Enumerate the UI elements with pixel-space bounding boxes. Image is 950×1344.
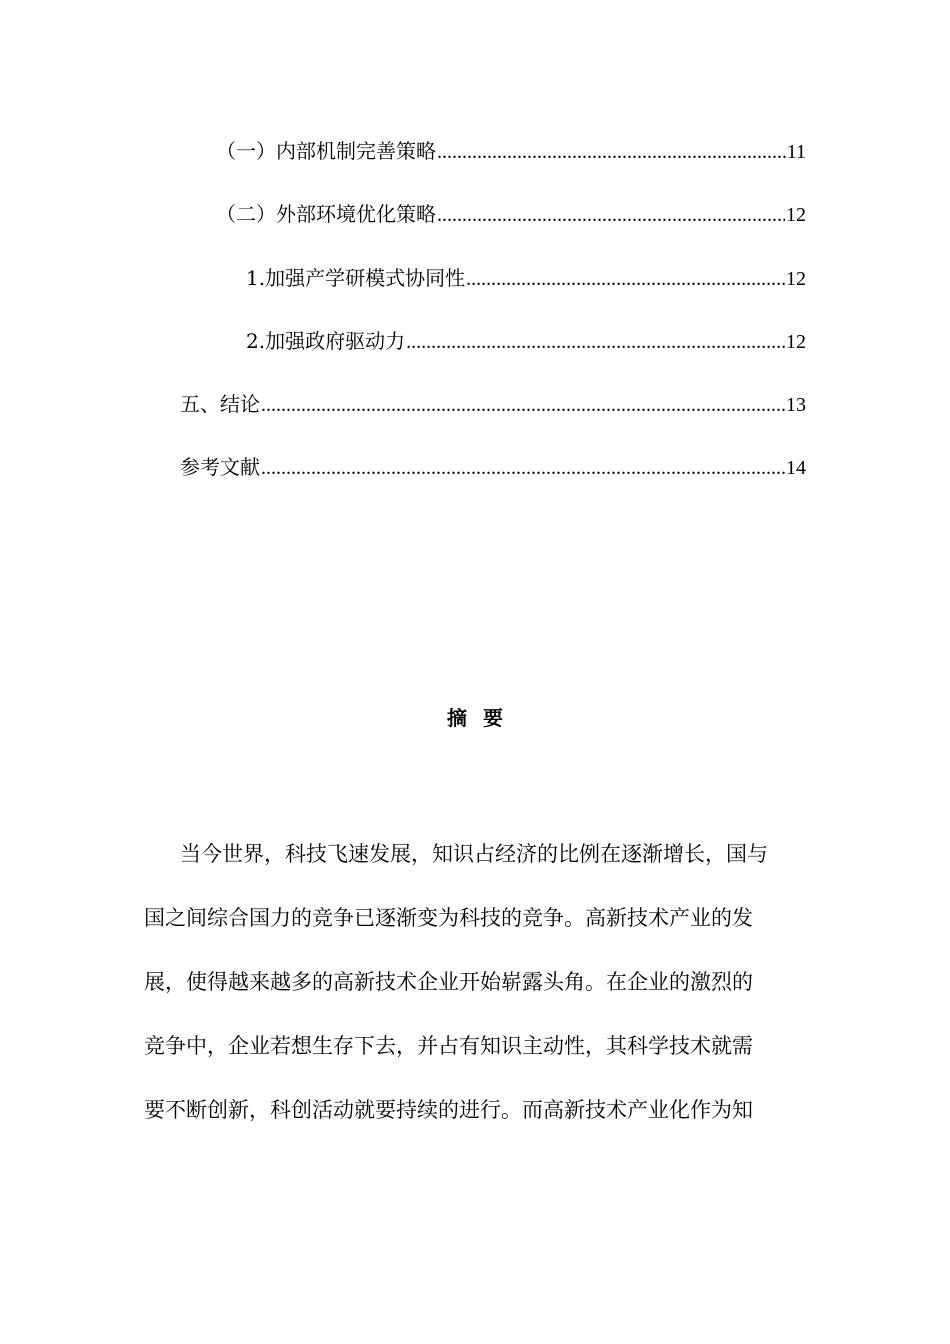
abstract-line: 国之间综合国力的竞争已逐渐变为科技的竞争。高新技术产业的发	[144, 906, 753, 930]
toc-leader-dots	[406, 330, 785, 354]
abstract-line: 当今世界，科技飞速发展，知识占经济的比例在逐渐增长，国与	[180, 842, 768, 866]
abstract-line: 展，使得越来越多的高新技术企业开始崭露头角。在企业的激烈的	[144, 970, 753, 994]
toc-entry-page: 12	[786, 268, 806, 290]
abstract-body	[144, 822, 806, 1142]
toc-leader-dots	[261, 456, 785, 480]
toc-leader-dots	[261, 393, 785, 417]
toc-entry-title: （二）外部环境优化策略	[216, 202, 436, 226]
abstract-heading: 摘要	[447, 706, 519, 730]
toc-leader-dots	[437, 203, 785, 227]
toc-entry-conclusion[interactable]	[180, 392, 806, 417]
toc-entry-page: 13	[786, 394, 806, 416]
toc-entry-title: 参考文献	[180, 455, 260, 479]
abstract-line: 竞争中，企业若想生存下去，并占有知识主动性，其科学技术就需	[144, 1034, 753, 1058]
toc-entry-industry-university-research[interactable]	[246, 266, 806, 291]
toc-entry-government-drive[interactable]	[246, 329, 806, 354]
toc-leader-dots	[466, 267, 785, 291]
abstract-line: 要不断创新，科创活动就要持续的进行。而高新技术产业化作为知	[144, 1098, 753, 1122]
toc-entry-title: 1.加强产学研模式协同性	[246, 266, 466, 290]
toc-entry-title: （一）内部机制完善策略	[216, 139, 436, 163]
toc-entry-page: 11	[786, 141, 806, 163]
toc-entry-title: 2.加强政府驱动力	[246, 329, 406, 353]
toc-entry-page: 12	[786, 204, 806, 226]
toc-entry-internal-mechanism[interactable]	[216, 139, 806, 164]
toc-entry-page: 12	[786, 331, 806, 353]
toc-entry-external-environment[interactable]	[216, 202, 806, 227]
toc-entry-title: 五、结论	[180, 392, 260, 416]
toc-leader-dots	[437, 140, 786, 164]
toc-entry-references[interactable]	[180, 455, 806, 480]
toc-entry-page: 14	[786, 457, 806, 479]
